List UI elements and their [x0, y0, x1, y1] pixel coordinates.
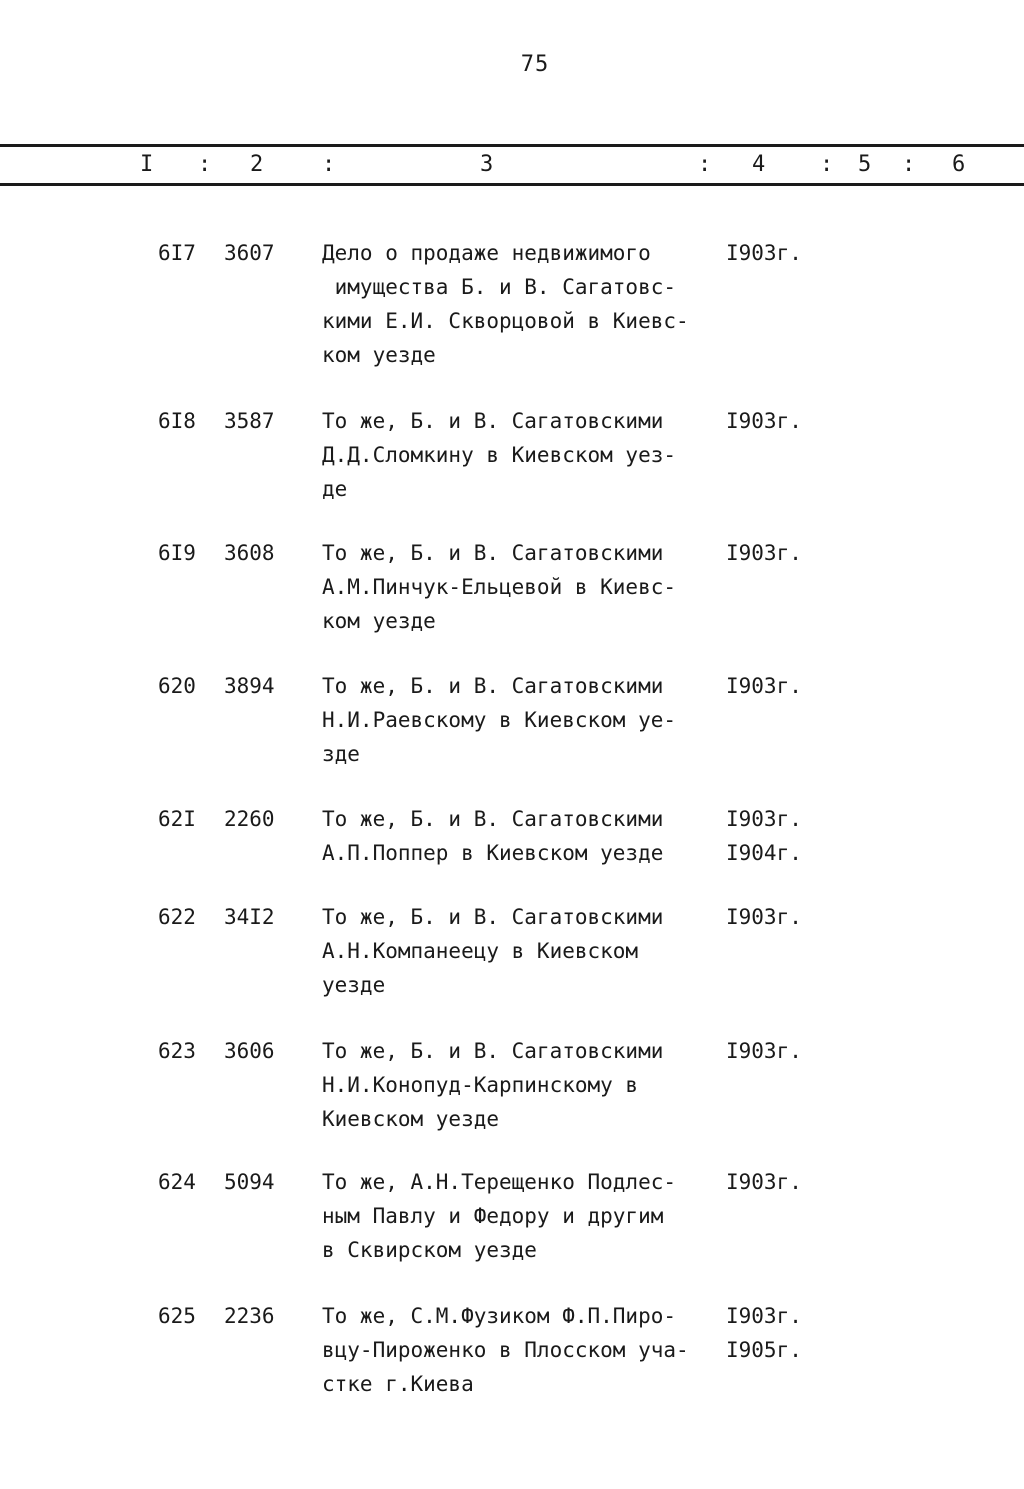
entry-description-line: зде	[322, 742, 360, 766]
entry-code: 3607	[224, 241, 275, 265]
entry-date: I903г.	[726, 1039, 802, 1063]
entry-dates	[726, 669, 802, 703]
entry-description	[322, 802, 722, 870]
entry-description-line: То же, Б. и В. Сагатовскими	[322, 409, 664, 433]
column-separator: :	[198, 152, 212, 177]
entry-number: 6I7	[158, 241, 196, 265]
entry-code: 3587	[224, 409, 275, 433]
entry-date: I903г.	[726, 1304, 802, 1328]
entry-description-line: То же, Б. и В. Сагатовскими	[322, 541, 664, 565]
entry-description-line: То же, С.М.Фузиком Ф.П.Пиро-	[322, 1304, 677, 1328]
column-separator: :	[902, 152, 916, 177]
entry-description-line: А.М.Пинчук-Ельцевой в Киевс-	[322, 575, 677, 599]
entry-description	[322, 1034, 722, 1136]
entry-description	[322, 1299, 722, 1401]
entry-description	[322, 669, 722, 771]
entry-dates	[726, 1165, 802, 1199]
column-separator: :	[820, 152, 834, 177]
column-header-1: I	[140, 152, 154, 177]
entry-dates	[726, 1034, 802, 1068]
entry-number: 6I8	[158, 409, 196, 433]
entry-description	[322, 236, 722, 372]
entry-description-line: То же, Б. и В. Сагатовскими	[322, 1039, 664, 1063]
column-separator: :	[698, 152, 712, 177]
entry-description-line: ком уезде	[322, 609, 436, 633]
column-header-row	[0, 150, 1024, 180]
entry-description-line: А.Н.Компанеецу в Киевском	[322, 939, 639, 963]
entry-date: I903г.	[726, 409, 802, 433]
column-header-3: 3	[480, 152, 494, 177]
entry-description-line: То же, А.Н.Терещенко Подлес-	[322, 1170, 677, 1194]
entry-code: 2236	[224, 1304, 275, 1328]
entry-description	[322, 900, 722, 1002]
entry-description-line: Н.И.Раевскому в Киевском уе-	[322, 708, 677, 732]
entry-date: I903г.	[726, 1170, 802, 1194]
entry-dates	[726, 900, 802, 934]
entry-dates	[726, 802, 802, 870]
entry-code: 5094	[224, 1170, 275, 1194]
entry-date: I903г.	[726, 674, 802, 698]
entry-code: 34I2	[224, 905, 275, 929]
entry-date: I904г.	[726, 841, 802, 865]
entry-description	[322, 536, 722, 638]
entry-description	[322, 404, 722, 506]
entry-description-line: в Сквирском уезде	[322, 1238, 537, 1262]
entry-description-line: де	[322, 477, 348, 501]
entry-dates	[726, 404, 802, 438]
header-top-rule	[0, 144, 1024, 147]
entry-number: 62I	[158, 807, 196, 831]
entry-description-line: Д.Д.Сломкину в Киевском уез-	[322, 443, 677, 467]
header-bottom-rule	[0, 183, 1024, 186]
entry-description-line: То же, Б. и В. Сагатовскими	[322, 807, 664, 831]
column-header-2: 2	[250, 152, 264, 177]
entry-description-line: А.П.Поппер в Киевском уезде	[322, 841, 664, 865]
entry-description-line: Н.И.Конопуд-Карпинскому в	[322, 1073, 639, 1097]
entry-description-line: уезде	[322, 973, 386, 997]
entry-description-line: вцу-Пироженко в Плосском уча-	[322, 1338, 689, 1362]
entry-dates	[726, 1299, 802, 1367]
entry-number: 624	[158, 1170, 196, 1194]
entry-date: I905г.	[726, 1338, 802, 1362]
column-separator: :	[322, 152, 336, 177]
entry-description-line: ным Павлу и Федору и другим	[322, 1204, 664, 1228]
entry-dates	[726, 236, 802, 270]
entry-code: 3606	[224, 1039, 275, 1063]
entry-description-line: ком уезде	[322, 343, 436, 367]
entry-number: 622	[158, 905, 196, 929]
entry-number: 625	[158, 1304, 196, 1328]
page-number: 75	[520, 52, 550, 77]
entry-description-line: То же, Б. и В. Сагатовскими	[322, 674, 664, 698]
entry-number: 6I9	[158, 541, 196, 565]
entry-date: I903г.	[726, 905, 802, 929]
entry-number: 623	[158, 1039, 196, 1063]
entry-description-line: Дело о продаже недвижимого	[322, 241, 651, 265]
entry-description-line: кими Е.И. Скворцовой в Киевс-	[322, 309, 689, 333]
entry-dates	[726, 536, 802, 570]
entry-date: I903г.	[726, 541, 802, 565]
column-header-4: 4	[752, 152, 766, 177]
entry-description-line: стке г.Киева	[322, 1372, 474, 1396]
entry-date: I903г.	[726, 241, 802, 265]
entry-code: 3608	[224, 541, 275, 565]
entry-code: 3894	[224, 674, 275, 698]
entry-number: 620	[158, 674, 196, 698]
entry-description-line: Киевском уезде	[322, 1107, 500, 1131]
column-header-6: 6	[952, 152, 966, 177]
entry-description	[322, 1165, 722, 1267]
entry-date: I903г.	[726, 807, 802, 831]
entry-description-line: То же, Б. и В. Сагатовскими	[322, 905, 664, 929]
entry-code: 2260	[224, 807, 275, 831]
entry-description-line: имущества Б. и В. Сагатовс-	[322, 275, 677, 299]
column-header-5: 5	[858, 152, 872, 177]
